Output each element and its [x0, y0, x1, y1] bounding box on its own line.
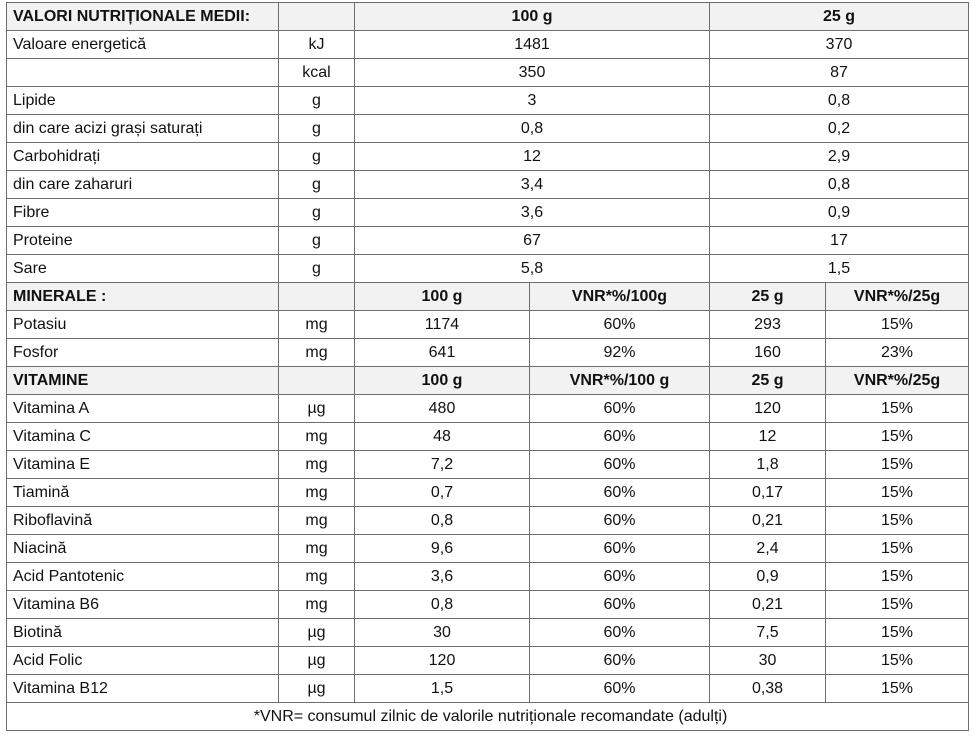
minerals-header-row: [7, 283, 969, 311]
table-row: [7, 87, 969, 115]
item-vnr-25g: 15%: [826, 675, 969, 703]
item-100g: 641: [355, 339, 530, 367]
nutrient-unit: g: [279, 255, 355, 283]
nutrient-unit: g: [279, 143, 355, 171]
item-vnr-100g: 60%: [530, 591, 710, 619]
table-row: [7, 591, 969, 619]
item-name: Riboflavină: [7, 507, 279, 535]
table-row: [7, 143, 969, 171]
item-vnr-25g: 15%: [826, 479, 969, 507]
item-vnr-25g: 15%: [826, 591, 969, 619]
item-name: Acid Folic: [7, 647, 279, 675]
item-100g: 0,8: [355, 507, 530, 535]
nutrient-unit: g: [279, 227, 355, 255]
nutrient-25g: 0,9: [710, 199, 969, 227]
item-unit: µg: [279, 675, 355, 703]
energy-kj-unit: kJ: [279, 31, 355, 59]
energy-kj-row: [7, 31, 969, 59]
table-row: [7, 535, 969, 563]
item-100g: 48: [355, 423, 530, 451]
energy-kcal-unit: kcal: [279, 59, 355, 87]
table-row: [7, 339, 969, 367]
nutrient-100g: 3,6: [355, 199, 710, 227]
nutrient-100g: 12: [355, 143, 710, 171]
item-vnr-25g: 15%: [826, 619, 969, 647]
nutrient-name: din care acizi grași saturați: [7, 115, 279, 143]
nutrition-table: [6, 2, 969, 731]
item-vnr-25g: 15%: [826, 423, 969, 451]
footnote: *VNR= consumul zilnic de valorile nutriționale recomandate (adulți): [7, 703, 969, 731]
item-unit: µg: [279, 619, 355, 647]
item-unit: mg: [279, 423, 355, 451]
minerals-unit-header: [279, 283, 355, 311]
item-25g: 160: [710, 339, 826, 367]
nutrient-100g: 0,8: [355, 115, 710, 143]
item-unit: mg: [279, 507, 355, 535]
nutrient-25g: 1,5: [710, 255, 969, 283]
nutrient-25g: 0,8: [710, 171, 969, 199]
item-100g: 120: [355, 647, 530, 675]
energy-kj-25g: 370: [710, 31, 969, 59]
minerals-header-label: MINERALE :: [7, 283, 279, 311]
table-row: [7, 227, 969, 255]
item-100g: 0,8: [355, 591, 530, 619]
item-name: Vitamina B6: [7, 591, 279, 619]
item-vnr-100g: 60%: [530, 395, 710, 423]
item-25g: 0,9: [710, 563, 826, 591]
header-25g: 25 g: [710, 3, 969, 31]
item-25g: 0,17: [710, 479, 826, 507]
item-vnr-100g: 60%: [530, 563, 710, 591]
nutrient-name: Carbohidrați: [7, 143, 279, 171]
table-row: [7, 115, 969, 143]
item-vnr-100g: 60%: [530, 423, 710, 451]
item-25g: 30: [710, 647, 826, 675]
item-unit: µg: [279, 395, 355, 423]
nutrient-name: Lipide: [7, 87, 279, 115]
nutrient-name: Fibre: [7, 199, 279, 227]
item-25g: 293: [710, 311, 826, 339]
item-vnr-25g: 23%: [826, 339, 969, 367]
nutrient-100g: 5,8: [355, 255, 710, 283]
nutrition-header-label: VALORI NUTRIȚIONALE MEDII:: [7, 3, 279, 31]
item-25g: 120: [710, 395, 826, 423]
item-vnr-25g: 15%: [826, 451, 969, 479]
item-name: Tiamină: [7, 479, 279, 507]
item-name: Vitamina E: [7, 451, 279, 479]
table-row: [7, 563, 969, 591]
vitamins-header-vnr100: VNR*%/100 g: [530, 367, 710, 395]
item-vnr-25g: 15%: [826, 395, 969, 423]
item-vnr-25g: 15%: [826, 311, 969, 339]
item-name: Niacină: [7, 535, 279, 563]
nutrient-unit: g: [279, 171, 355, 199]
item-name: Biotină: [7, 619, 279, 647]
energy-kcal-row: [7, 59, 969, 87]
item-vnr-100g: 60%: [530, 535, 710, 563]
vitamins-unit-header: [279, 367, 355, 395]
item-100g: 3,6: [355, 563, 530, 591]
table-row: [7, 171, 969, 199]
nutrient-unit: g: [279, 87, 355, 115]
item-100g: 480: [355, 395, 530, 423]
item-25g: 1,8: [710, 451, 826, 479]
item-name: Vitamina A: [7, 395, 279, 423]
table-row: [7, 451, 969, 479]
nutrient-25g: 0,2: [710, 115, 969, 143]
vitamins-header-label: VITAMINE: [7, 367, 279, 395]
vitamins-header-vnr25: VNR*%/25g: [826, 367, 969, 395]
table-row: [7, 675, 969, 703]
nutrient-100g: 3,4: [355, 171, 710, 199]
item-vnr-25g: 15%: [826, 535, 969, 563]
vitamins-header-100g: 100 g: [355, 367, 530, 395]
table-row: [7, 255, 969, 283]
minerals-header-vnr100: VNR*%/100g: [530, 283, 710, 311]
nutrient-25g: 2,9: [710, 143, 969, 171]
table-row: [7, 395, 969, 423]
nutrient-name: Sare: [7, 255, 279, 283]
item-vnr-100g: 60%: [530, 479, 710, 507]
table-row: [7, 199, 969, 227]
table-row: [7, 311, 969, 339]
unit-header-cell: [279, 3, 355, 31]
item-vnr-100g: 92%: [530, 339, 710, 367]
footnote-row: [7, 703, 969, 731]
header-100g: 100 g: [355, 3, 710, 31]
vitamins-header-row: [7, 367, 969, 395]
item-unit: µg: [279, 647, 355, 675]
nutrient-100g: 67: [355, 227, 710, 255]
item-unit: mg: [279, 535, 355, 563]
energy-label: Valoare energetică: [7, 31, 279, 59]
item-name: Potasiu: [7, 311, 279, 339]
nutrient-name: Proteine: [7, 227, 279, 255]
item-100g: 0,7: [355, 479, 530, 507]
item-25g: 0,21: [710, 591, 826, 619]
nutrition-header-row: [7, 3, 969, 31]
item-25g: 2,4: [710, 535, 826, 563]
item-unit: mg: [279, 339, 355, 367]
item-vnr-100g: 60%: [530, 507, 710, 535]
energy-kcal-label-cell: [7, 59, 279, 87]
item-25g: 7,5: [710, 619, 826, 647]
item-name: Vitamina B12: [7, 675, 279, 703]
item-25g: 0,21: [710, 507, 826, 535]
item-vnr-100g: 60%: [530, 311, 710, 339]
item-100g: 9,6: [355, 535, 530, 563]
item-name: Fosfor: [7, 339, 279, 367]
energy-kj-100g: 1481: [355, 31, 710, 59]
table-row: [7, 647, 969, 675]
table-row: [7, 507, 969, 535]
minerals-header-25g: 25 g: [710, 283, 826, 311]
item-100g: 30: [355, 619, 530, 647]
item-unit: mg: [279, 591, 355, 619]
item-unit: mg: [279, 479, 355, 507]
item-vnr-25g: 15%: [826, 647, 969, 675]
item-100g: 1174: [355, 311, 530, 339]
energy-kcal-25g: 87: [710, 59, 969, 87]
item-100g: 7,2: [355, 451, 530, 479]
item-vnr-100g: 60%: [530, 451, 710, 479]
item-vnr-100g: 60%: [530, 647, 710, 675]
item-vnr-25g: 15%: [826, 507, 969, 535]
vitamins-header-25g: 25 g: [710, 367, 826, 395]
item-vnr-25g: 15%: [826, 563, 969, 591]
item-unit: mg: [279, 563, 355, 591]
nutrient-unit: g: [279, 115, 355, 143]
table-row: [7, 619, 969, 647]
item-vnr-100g: 60%: [530, 675, 710, 703]
item-unit: mg: [279, 311, 355, 339]
nutrient-25g: 17: [710, 227, 969, 255]
item-25g: 12: [710, 423, 826, 451]
energy-kcal-100g: 350: [355, 59, 710, 87]
nutrient-100g: 3: [355, 87, 710, 115]
item-25g: 0,38: [710, 675, 826, 703]
minerals-header-100g: 100 g: [355, 283, 530, 311]
table-row: [7, 479, 969, 507]
item-100g: 1,5: [355, 675, 530, 703]
minerals-header-vnr25: VNR*%/25g: [826, 283, 969, 311]
item-name: Vitamina C: [7, 423, 279, 451]
item-unit: mg: [279, 451, 355, 479]
table-row: [7, 423, 969, 451]
item-vnr-100g: 60%: [530, 619, 710, 647]
nutrient-name: din care zaharuri: [7, 171, 279, 199]
nutrient-25g: 0,8: [710, 87, 969, 115]
nutrient-unit: g: [279, 199, 355, 227]
item-name: Acid Pantotenic: [7, 563, 279, 591]
